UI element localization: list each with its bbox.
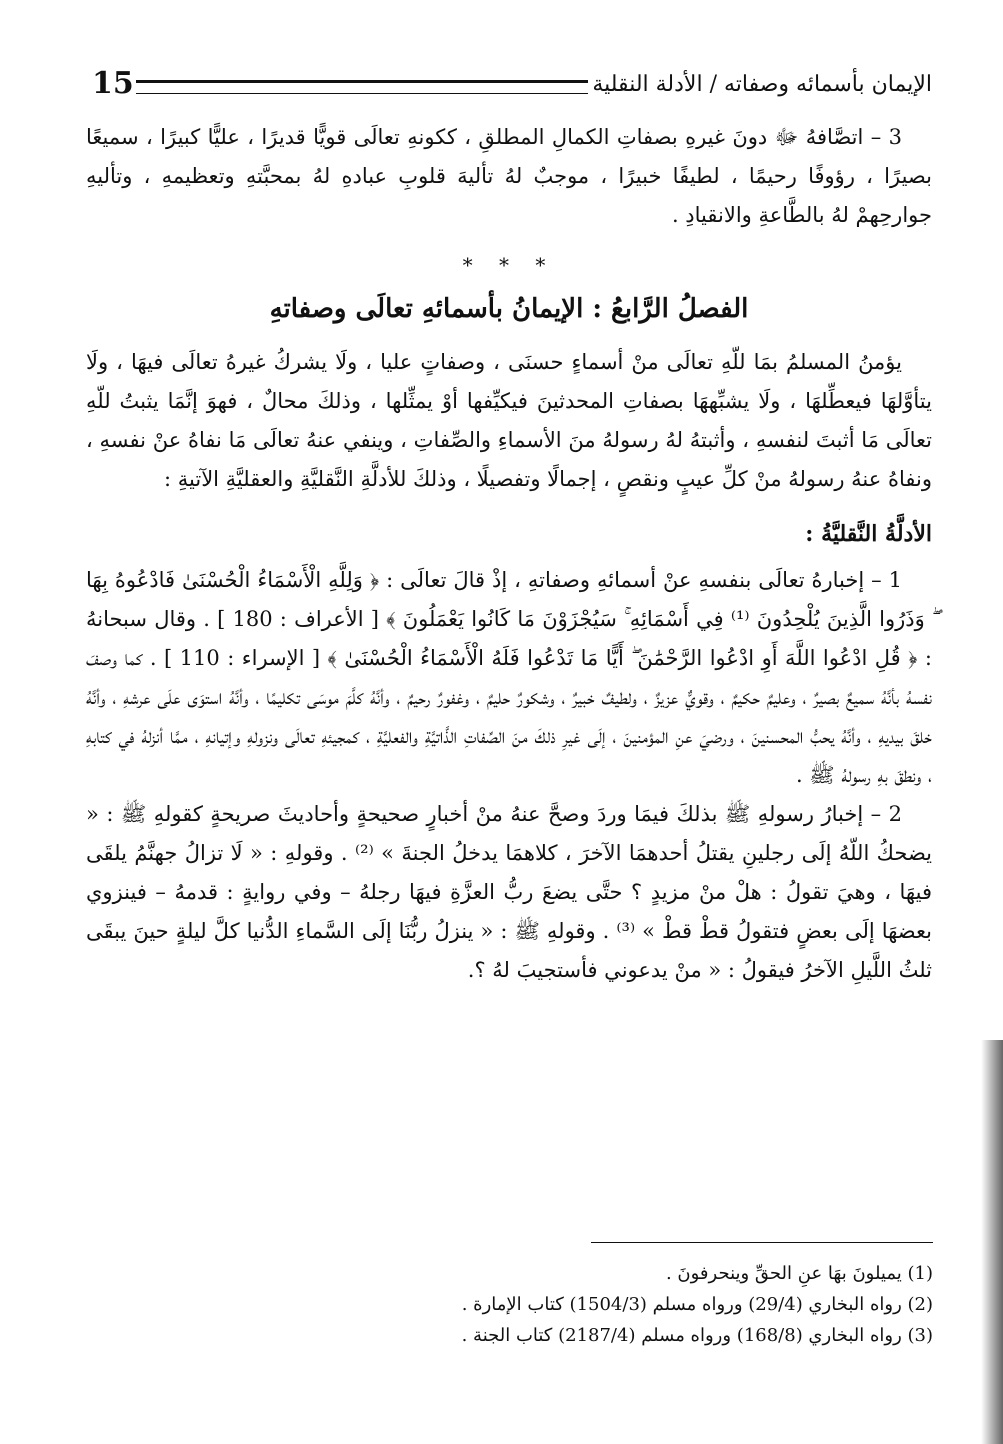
- evidence-item-2: 2 – إخبارُ رسولهِ ﷺ بذلكَ فيمَا وردَ وصحَّ عنهُ منْ أخبارٍ صحيحةٍ وأحاديثَ صريحةٍ كقولهِ ﷺ : « يضحكُ اللّهُ إلَى رجلينِ يقتلُ أحدهمَا الآخرَ ، كلاهمَا يدخلُ الجنةَ » ⁽²⁾ . وقولهِ : « لَا تزالُ جهنَّمُ يلقَى فيهَا ، وهيَ تقولُ : هلْ منْ مزيدٍ ؟ حتَّى يضعَ ربُّ العزَّةِ فيهَا رجلهُ – وفي روايةٍ : قدمهُ – فينزوي بعضهَا إلَى بعضٍ فتقولُ قطْ قطْ » ⁽³⁾ . وقولهِ ﷺ : « ينزلُ ربُّنَا إلَى السَّماءِ الدُّنيا كلَّ ليلةٍ حينَ يبقَى ثلثُ اللَّيلِ الآخرُ فيقولُ : « منْ يدعوني فأستجيبَ لهُ ؟.: [86, 802, 932, 982]
- chapter-title: الفصلُ الرَّابعُ : الإيمانُ بأسمائهِ تعالَى وصفاتهِ: [269, 294, 749, 324]
- page-number: 15: [92, 66, 134, 101]
- running-title: الإيمان بأسمائه وصفاته / الأدلة النقلية: [592, 72, 932, 97]
- page-header: [92, 64, 932, 104]
- footnote-2: (2) رواه البخاري (29/4) ورواه مسلم (1504/3) كتاب الإمارة .: [461, 1294, 933, 1315]
- footnotes: [173, 1258, 933, 1351]
- footnote-rule: [591, 1242, 933, 1243]
- footnote-1: (1) يميلونَ بهَا عنِ الحقِّ وينحرفونَ .: [665, 1263, 933, 1284]
- header-double-rule: [136, 80, 588, 94]
- page-body: [86, 118, 932, 990]
- section-separator: * * *: [462, 253, 556, 277]
- evidence-item-1: 1 – إخبارهُ تعالَى بنفسهِ عنْ أسمائهِ وصفاتهِ ، إذْ قالَ تعالَى : ﴿ وَلِلَّهِ الْأَسْمَاءُ الْحُسْنَىٰ فَادْعُوهُ بِهَا ۖ وَذَرُوا الَّذِينَ يُلْحِدُونَ ⁽¹⁾ فِي أَسْمَائِهِ ۚ سَيُجْزَوْنَ مَا كَانُوا يَعْمَلُونَ ﴾ [ الأعراف : 180 ] . وقال سبحانهُ : ﴿ قُلِ ادْعُوا اللَّهَ أَوِ ادْعُوا الرَّحْمَٰنَ ۖ أَيًّا مَا تَدْعُوا فَلَهُ الْأَسْمَاءُ الْحُسْنَىٰ ﴾ [ الإسراء : 110 ] . كما وصفَ نفسهُ بأنَّهُ سميعٌ بصيرٌ ، وعليمٌ حكيمٌ ، وقويٌّ عزيزٌ ، ولطيفٌ خبيرٌ ، وشكورٌ حليمٌ ، وغفورٌ رحيمٌ ، وأنَّهُ كلَّمَ موسَى تكليمًا ، وأنَّهُ استوَى علَى عرشهِ ، وأنَّهُ خلقَ بيديهِ ، وأنَّهُ يحبُّ المحسنينَ ، ورضيَ عنِ المؤمنينَ ، إلَى غيرِ ذلكَ منَ الصِّفاتِ الذَّاتيَّةِ والفعليَّةِ ، كمجيئهِ تعالَى ونزولهِ وإتيانهِ ، ممَّا أنزلهُ في كتابهِ ، ونطقَ بهِ رسولهُ ﷺ .: [86, 568, 933, 787]
- chapter-intro-paragraph: يؤمنُ المسلمُ بمَا للّهِ تعالَى منْ أسماءٍ حسنَى ، وصفاتٍ عليا ، ولَا يشركُ غيرهُ تعالَى فيهَا ، ولَا يتأوَّلهَا فيعطِّلهَا ، ولَا يشبِّههَا بصفاتِ المحدثينَ فيكيِّفها أوْ يمثِّلها ، وذلكَ محالٌ ، فهوَ إنَّمَا يثبتُ للّهِ تعالَى مَا أثبتَ لنفسهِ ، وأثبتهُ لهُ رسولهُ منَ الأسماءِ والصِّفاتِ ، وينفي عنهُ تعالَى مَا نفاهُ عنْ نفسهِ ، ونفاهُ عنهُ رسولهُ منْ كلِّ عيبٍ ونقصٍ ، إجمالًا وتفصيلًا ، وذلكَ للأدلَّةِ النَّقليَّةِ والعقليَّةِ الآتيةِ :: [86, 350, 932, 491]
- intro-paragraph: 3 – اتصَّافهُ ﷻ دونَ غيرهِ بصفاتِ الكمالِ المطلقِ ، ككونهِ تعالَى قويًّا قديرًا ، عليًّا كبيرًا ، سميعًا بصيرًا ، رؤوفًا رحيمًا ، لطيفًا خبيرًا ، موجبٌ لهُ تأليهَ قلوبِ عبادهِ لهُ بمحبَّتهِ وتعظيمهِ ، وتأليهِ جوارحِهمْ لهُ بالطَّاعةِ والانقيادِ .: [86, 125, 932, 227]
- page-edge-shadow: [981, 1040, 1003, 1444]
- footnote-3: (3) رواه البخاري (168/8) ورواه مسلم (2187/4) كتاب الجنة .: [461, 1325, 933, 1346]
- section-title: الأدلَّةُ النَّقليَّةُ :: [805, 521, 932, 547]
